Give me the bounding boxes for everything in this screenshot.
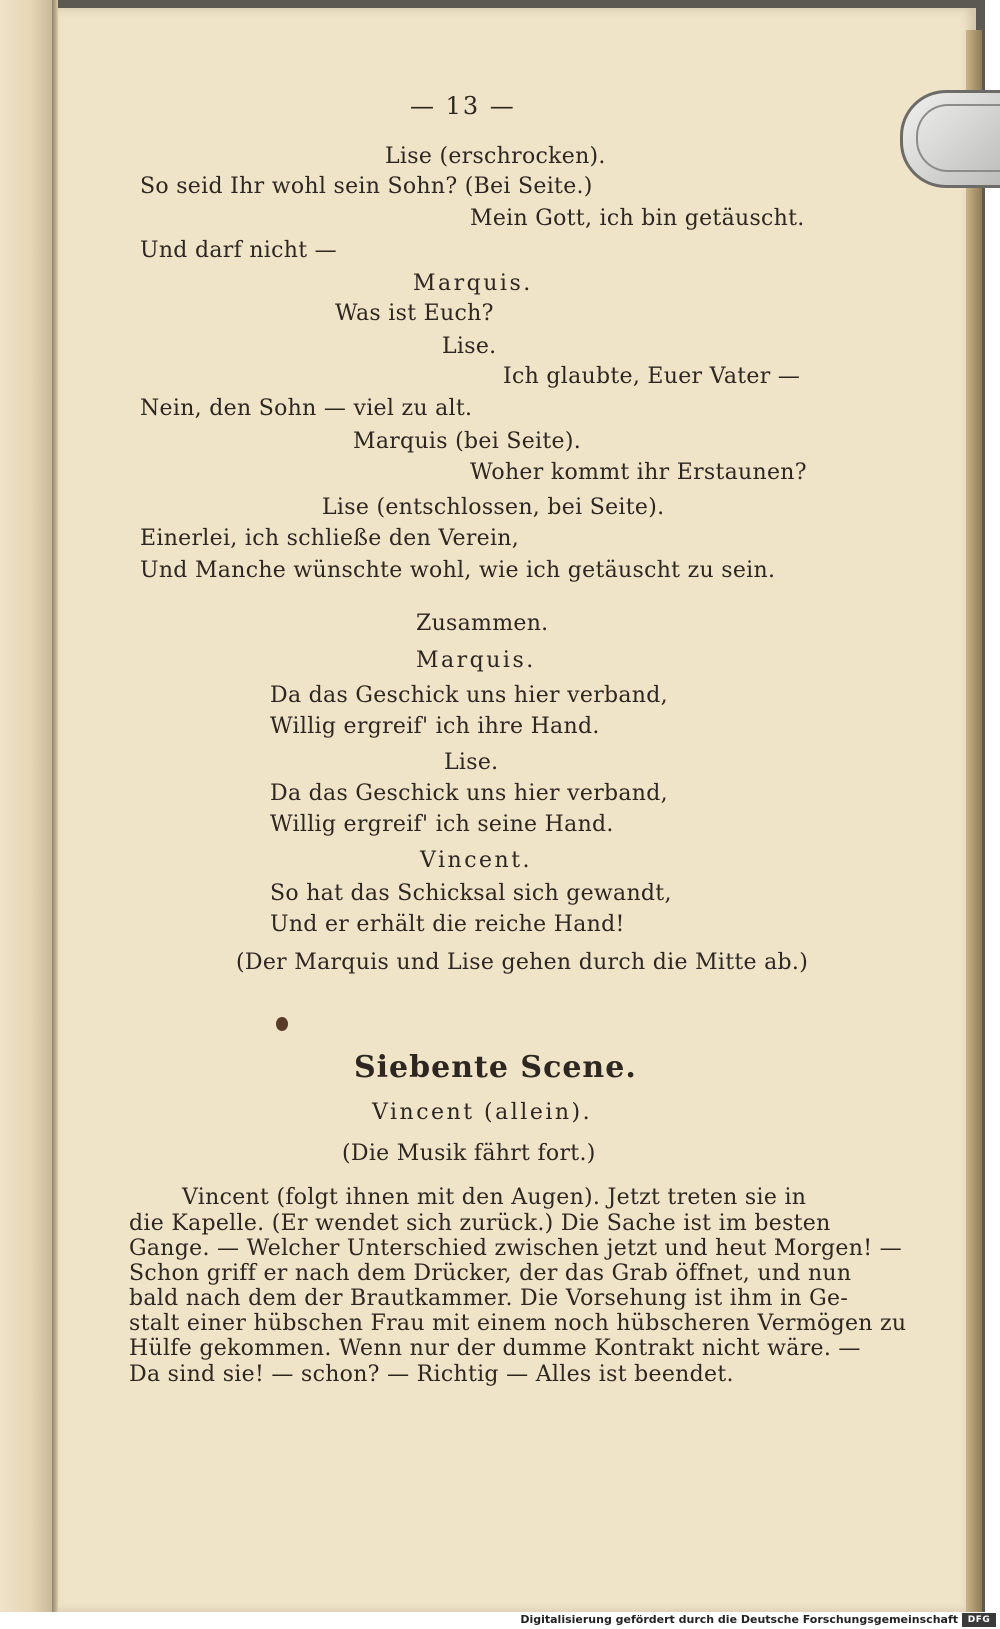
verse-line: Und er erhält die reiche Hand!: [270, 912, 625, 937]
verse-line: Da das Geschick uns hier verband,: [270, 683, 668, 708]
speaker-marquis: Marquis (bei Seite).: [353, 429, 582, 454]
verse-line: Willig ergreif' ich ihre Hand.: [270, 714, 600, 739]
verse-line: Da das Geschick uns hier verband,: [270, 781, 668, 806]
book-spine: [0, 0, 52, 1612]
paragraph-line: Hülfe gekommen. Wenn nur der dumme Kontrakt nicht wäre. —: [129, 1336, 861, 1361]
stage-direction: (Der Marquis und Lise gehen durch die Mitte ab.): [236, 950, 809, 975]
scene-heading: Siebente Scene.: [354, 1050, 637, 1085]
paragraph-line: Gange. — Welcher Unterschied zwischen jetzt und heut Morgen! —: [129, 1236, 902, 1261]
paragraph-line: Schon griff er nach dem Drücker, der das Grab öffnet, und nun: [129, 1261, 852, 1286]
speaker-lise: Lise (entschlossen, bei Seite).: [322, 495, 665, 520]
page-number: — 13 —: [410, 92, 516, 120]
paragraph-line: bald nach dem der Brautkammer. Die Vorsehung ist ihm in Ge-: [129, 1286, 849, 1311]
paragraph-line: Vincent (folgt ihnen mit den Augen). Jetzt treten sie in: [182, 1185, 807, 1210]
text-line: Und Manche wünschte wohl, wie ich getäuscht zu sein.: [140, 558, 776, 583]
text-line: Einerlei, ich schließe den Verein,: [140, 526, 520, 551]
speaker-marquis: Marquis.: [416, 648, 536, 673]
speaker-lise: Lise.: [444, 750, 499, 775]
paragraph-line: Da sind sie! — schon? — Richtig — Alles ist beendet.: [129, 1362, 734, 1387]
text-line: Und darf nicht —: [140, 238, 337, 263]
verse-line: So hat das Schicksal sich gewandt,: [270, 881, 672, 906]
section-together: Zusammen.: [416, 611, 549, 636]
speaker-vincent: Vincent (allein).: [372, 1100, 593, 1125]
text-line: Ich glaubte, Euer Vater —: [503, 364, 801, 389]
speaker-lise: Lise (erschrocken).: [385, 144, 606, 169]
dfg-logo-icon: DFG: [962, 1613, 996, 1627]
speaker-lise: Lise.: [442, 334, 497, 359]
paragraph-line: die Kapelle. (Er wendet sich zurück.) Die Sache ist im besten: [129, 1211, 831, 1236]
verse-line: Willig ergreif' ich seine Hand.: [270, 812, 614, 837]
text-line: Woher kommt ihr Erstaunen?: [470, 460, 807, 485]
stage-direction: (Die Musik fährt fort.): [342, 1141, 596, 1166]
ink-spot: [276, 1017, 288, 1031]
paper-clip-inner: [916, 104, 1000, 172]
text-line: Mein Gott, ich bin getäuscht.: [470, 206, 805, 231]
footer-bar: [0, 1612, 1000, 1629]
text-line: Nein, den Sohn — viel zu alt.: [140, 396, 473, 421]
page-right-edge: [966, 30, 982, 1612]
footer-credit: Digitalisierung gefördert durch die Deutsche Forschungsgemeinschaft: [520, 1613, 958, 1626]
speaker-vincent: Vincent.: [420, 848, 533, 873]
text-line: Was ist Euch?: [335, 301, 494, 326]
paragraph-line: stalt einer hübschen Frau mit einem noch hübscheren Vermögen zu: [129, 1311, 907, 1336]
text-line: So seid Ihr wohl sein Sohn? (Bei Seite.): [140, 174, 593, 199]
speaker-marquis: Marquis.: [413, 271, 533, 296]
